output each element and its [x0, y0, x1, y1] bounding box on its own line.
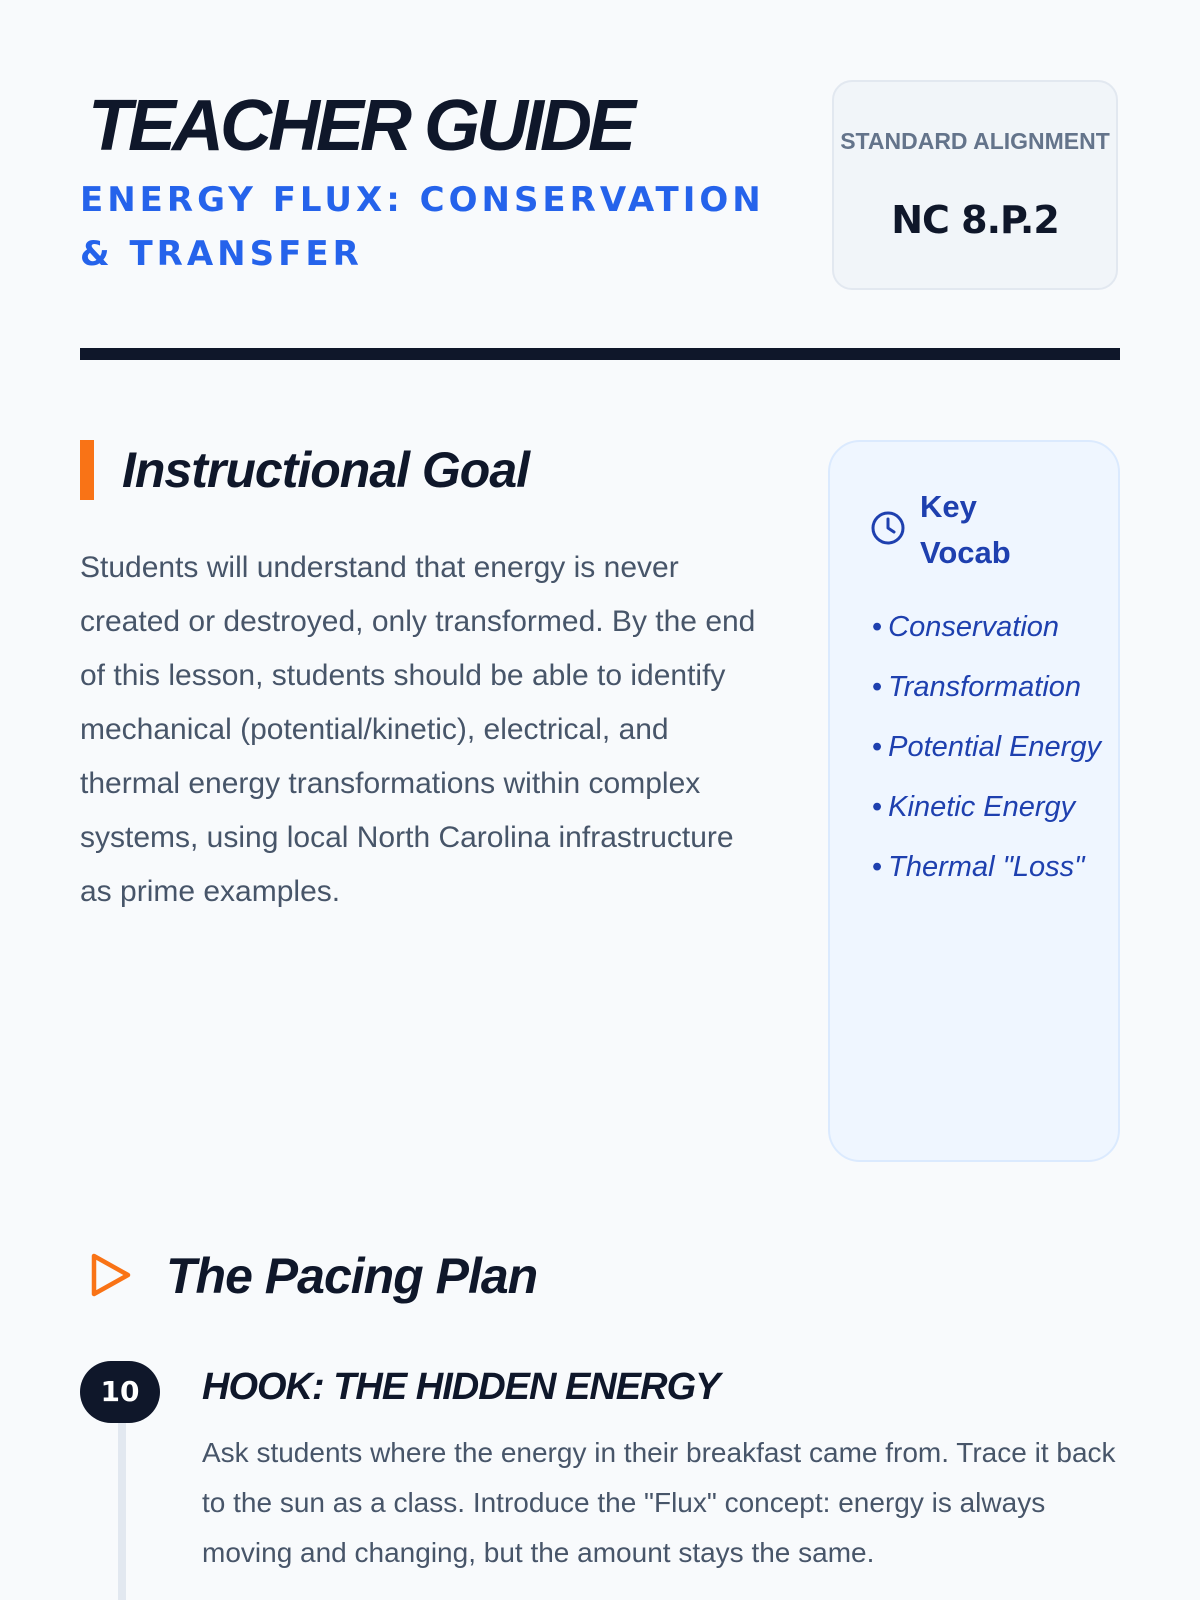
step-description: Ask students where the energy in their breakfast came from. Trace it back to the sun as a class. Introduce the "Flux" concept: energy is always moving and changing, but the amount stays the same.: [202, 1437, 1116, 1568]
goal-accent-bar: [80, 440, 94, 500]
step-minutes-badge: 10: [80, 1361, 160, 1423]
vocab-list: [872, 604, 1102, 904]
vocab-item: • Kinetic Energy: [872, 791, 1076, 823]
standard-alignment-card: [832, 80, 1118, 290]
header-divider: [80, 348, 1120, 360]
vocab-item: • Thermal "Loss": [872, 851, 1085, 883]
pacing-plan-heading: The Pacing Plan: [166, 1248, 538, 1304]
step-title: HOOK: THE HIDDEN ENERGY: [202, 1366, 720, 1408]
standard-label: STANDARD ALIGNMENT: [840, 128, 1110, 154]
vocab-item: • Conservation: [872, 611, 1060, 643]
vocab-item: • Transformation: [872, 671, 1082, 703]
lesson-subtitle: ENERGY FLUX: CONSERVATION & TRANSFER: [80, 180, 765, 274]
key-vocab-card: [828, 440, 1120, 1162]
clock-icon: [870, 510, 906, 546]
page-title: TEACHER GUIDE: [88, 86, 633, 166]
timeline-line: [118, 1400, 126, 1600]
teacher-guide-page: [80, 0, 1120, 1600]
play-icon: [84, 1250, 134, 1300]
instructional-goal-heading: Instructional Goal: [122, 442, 530, 498]
standard-value: NC 8.P.2: [891, 198, 1059, 242]
header: [80, 80, 1120, 290]
instructional-goal-text: Students will understand that energy is never created or destroyed, only transformed. By the end of this lesson, students should be able to identify mechanical (potential/kinetic), electrical, and thermal energy transformations within complex systems, using local North Carolina infrastructure as prime examples.: [80, 551, 756, 908]
vocab-item: • Potential Energy: [872, 731, 1101, 763]
key-vocab-title: Key Vocab: [920, 489, 1011, 570]
